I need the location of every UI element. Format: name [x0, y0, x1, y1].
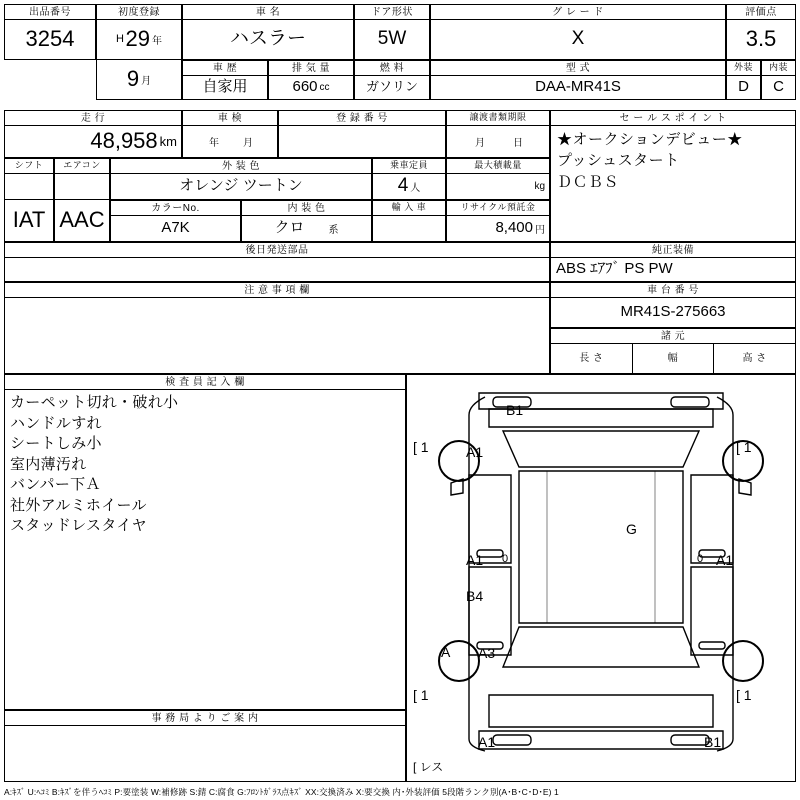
damage-mark: A1 — [466, 444, 484, 460]
displacement-value: 660 — [292, 78, 318, 96]
later-parts-cell — [4, 242, 550, 282]
color-number-cell — [110, 200, 241, 242]
seats-label: 乗車定員 — [373, 159, 445, 174]
damage-mark: A1 — [716, 552, 734, 568]
rating-cell — [726, 4, 796, 60]
shift-cell — [4, 158, 54, 200]
fuel-cell — [354, 60, 430, 100]
exterior-grade-label: 外装 — [727, 61, 760, 76]
damage-mark: 0 — [697, 553, 704, 565]
inspector-notes-list — [5, 390, 405, 537]
chassis-number-cell — [550, 282, 796, 328]
office-notice-panel — [4, 710, 406, 782]
inspector-note-item: スタッドレスタイヤ — [10, 517, 147, 535]
door-type-label: ドア形状 — [355, 5, 429, 20]
rating-value: 3.5 — [745, 26, 777, 52]
shift-value: IAT — [12, 207, 46, 233]
sales-point-lines — [551, 126, 795, 193]
shaken-cell — [182, 110, 278, 158]
lot-number-label: 出品番号 — [5, 5, 95, 20]
chassis-number-label: 車 台 番 号 — [551, 283, 795, 298]
grade-cell — [430, 4, 726, 60]
factory-equipment-cell — [550, 242, 796, 282]
recycle-fee-unit: 円 — [535, 225, 545, 236]
registration-number-label: 登 録 番 号 — [279, 111, 445, 126]
grade-label: グ レ ー ド — [431, 5, 725, 20]
caution-panel — [4, 282, 550, 374]
interior-grade-label: 内装 — [762, 61, 795, 76]
dimensions-label: 諸 元 — [551, 329, 795, 344]
grade-value: X — [571, 28, 585, 50]
car-outline-svg — [407, 375, 795, 781]
registration-number-cell — [278, 110, 446, 158]
sales-point-label: セ ー ル ス ポ イ ン ト — [551, 111, 795, 126]
interior-color-cell — [241, 200, 372, 242]
mileage-unit: km — [159, 134, 177, 149]
interior-grade-value: C — [773, 78, 784, 96]
door-type-cell — [354, 4, 430, 60]
damage-mark: B4 — [466, 588, 484, 604]
recycle-fee-cell — [446, 200, 550, 242]
shaken-label: 車 検 — [183, 111, 277, 126]
factory-equipment-label: 純正装備 — [551, 243, 795, 258]
shift-label: シフト — [5, 159, 53, 174]
damage-mark: G — [626, 521, 637, 537]
rating-label: 評価点 — [727, 5, 795, 20]
seats-unit: 人 — [410, 183, 421, 194]
shift-value-cell — [4, 200, 54, 242]
later-parts-label: 後日発送部品 — [5, 243, 549, 258]
aircon-value: AAC — [59, 207, 105, 233]
length-label: 長 さ — [551, 344, 633, 373]
exterior-grade-cell — [726, 60, 761, 100]
inspector-note-item: シートしみ小 — [10, 435, 102, 453]
first-registration-cell — [96, 4, 182, 60]
damage-mark: B1 — [704, 734, 722, 750]
interior-color-value: クロ — [274, 219, 305, 237]
first-registration-year: 29 — [125, 26, 150, 52]
chassis-number-value: MR41S-275663 — [620, 303, 726, 321]
height-label: 高 さ — [742, 353, 767, 364]
displacement-label: 排 気 量 — [269, 61, 353, 76]
factory-equipment-value: ABS ｴｱﾌﾞ PS PW — [556, 260, 673, 278]
transfer-deadline-cell — [446, 110, 550, 158]
fuel-label: 燃 料 — [355, 61, 429, 76]
max-load-unit: kg — [534, 181, 545, 192]
width-label: 幅 — [633, 344, 715, 373]
inspector-note-item: バンパー下Ａ — [10, 476, 101, 494]
car-history-cell — [182, 60, 268, 100]
damage-mark: [ 1 — [736, 687, 752, 703]
car-name-value: ハスラー — [229, 28, 306, 50]
interior-color-label: 内 装 色 — [242, 201, 371, 216]
inspector-note-item: 室内薄汚れ — [10, 455, 87, 473]
inspector-note-item: カーペット切れ・破れ小 — [10, 394, 179, 411]
lot-number-value: 3254 — [25, 26, 75, 52]
sales-point-line: ＤＣＢＳ — [557, 173, 620, 191]
first-registration-month-cell — [96, 60, 182, 100]
import-label: 輸 入 車 — [373, 201, 445, 216]
legend-footer: A:ｷｽﾞ U:ﾍｺﾐ B:ｷｽﾞを伴うﾍｺﾐ P:要塗装 W:補修跡 S:錆 C:腐食 G:ﾌﾛﾝﾄｶﾞﾗｽ点ｷｽﾞ XX:交換済み X:要交換 内･外装評価 5段階ランク別(A･B･C･D･E) 1 — [4, 787, 559, 797]
damage-mark: [ 1 — [736, 439, 752, 455]
mileage-cell — [4, 110, 182, 158]
registration-number-value — [279, 126, 445, 157]
interior-grade-cell — [761, 60, 796, 100]
transfer-month-unit: 月 — [475, 138, 485, 149]
sales-point-line: ★オークションデビュー★ — [557, 131, 743, 148]
damage-mark: A1 — [478, 734, 496, 750]
caution-body — [5, 298, 549, 373]
exterior-grade-value: D — [738, 78, 749, 96]
model-code-cell — [430, 60, 726, 100]
seats-cell — [372, 158, 446, 200]
max-load-label: 最大積載量 — [447, 159, 549, 174]
mileage-label: 走 行 — [5, 111, 181, 126]
max-load-cell — [446, 158, 550, 200]
model-code-label: 型 式 — [431, 61, 725, 76]
first-registration-era: H — [116, 33, 125, 46]
damage-mark: A — [441, 644, 451, 660]
inspector-notes-label: 検 査 員 記 入 欄 — [5, 375, 405, 390]
first-registration-label: 初度登録 — [97, 5, 181, 20]
damage-mark: B1 — [506, 402, 524, 418]
displacement-unit: cc — [319, 82, 330, 93]
mileage-value: 48,958 — [90, 128, 158, 154]
interior-color-suffix: 系 — [328, 225, 339, 236]
caution-label: 注 意 事 項 欄 — [5, 283, 549, 298]
car-name-cell — [182, 4, 354, 60]
inspector-notes-panel — [4, 374, 406, 710]
office-notice-label: 事 務 局 よ り ご 案 内 — [5, 711, 405, 726]
sales-point-line: プッシュスタート — [557, 152, 680, 170]
recycle-fee-label: リサイクル預託金 — [447, 201, 549, 216]
transfer-deadline-label: 譲渡書類期限 — [447, 111, 549, 126]
inspector-note-item: ハンドルすれ — [10, 414, 102, 432]
color-number-label: カラーNo. — [111, 201, 240, 216]
aircon-cell — [54, 158, 110, 200]
shaken-month-unit: 月 — [243, 138, 253, 149]
displacement-cell — [268, 60, 354, 100]
car-history-label: 車 歴 — [183, 61, 267, 76]
model-code-value: DAA-MR41S — [535, 78, 621, 96]
car-name-label: 車 名 — [183, 5, 353, 20]
exterior-color-value: オレンジ ツートン — [179, 177, 303, 195]
month-unit: 月 — [141, 76, 152, 87]
car-history-value: 自家用 — [202, 78, 248, 96]
aircon-value-cell — [54, 200, 110, 242]
import-cell — [372, 200, 446, 242]
office-notice-body — [5, 726, 405, 781]
color-number-value: A7K — [161, 219, 190, 237]
exterior-color-label: 外 装 色 — [111, 159, 371, 174]
damage-mark: 0 — [502, 553, 509, 565]
seats-value: 4 — [397, 175, 409, 197]
damage-mark: [ レス — [413, 760, 444, 774]
damage-mark: [ 1 — [413, 439, 429, 455]
inspector-note-item: 社外アルミホイール — [10, 496, 147, 514]
shaken-year-unit: 年 — [209, 138, 219, 149]
car-damage-diagram — [406, 374, 796, 782]
damage-mark: [ 1 — [413, 687, 429, 703]
recycle-fee-value: 8,400 — [495, 219, 533, 237]
dimensions-cell — [550, 328, 796, 374]
sales-point-panel — [550, 110, 796, 242]
fuel-value: ガソリン — [365, 79, 418, 95]
aircon-label: エアコン — [55, 159, 109, 174]
transfer-day-unit: 日 — [513, 138, 523, 149]
exterior-color-cell — [110, 158, 372, 200]
first-registration-month: 9 — [126, 66, 140, 92]
damage-mark: A3 — [478, 645, 496, 661]
door-type-value: 5W — [377, 28, 407, 50]
damage-mark: A1 — [466, 552, 484, 568]
year-unit: 年 — [151, 36, 162, 47]
lot-number-cell — [4, 4, 96, 60]
